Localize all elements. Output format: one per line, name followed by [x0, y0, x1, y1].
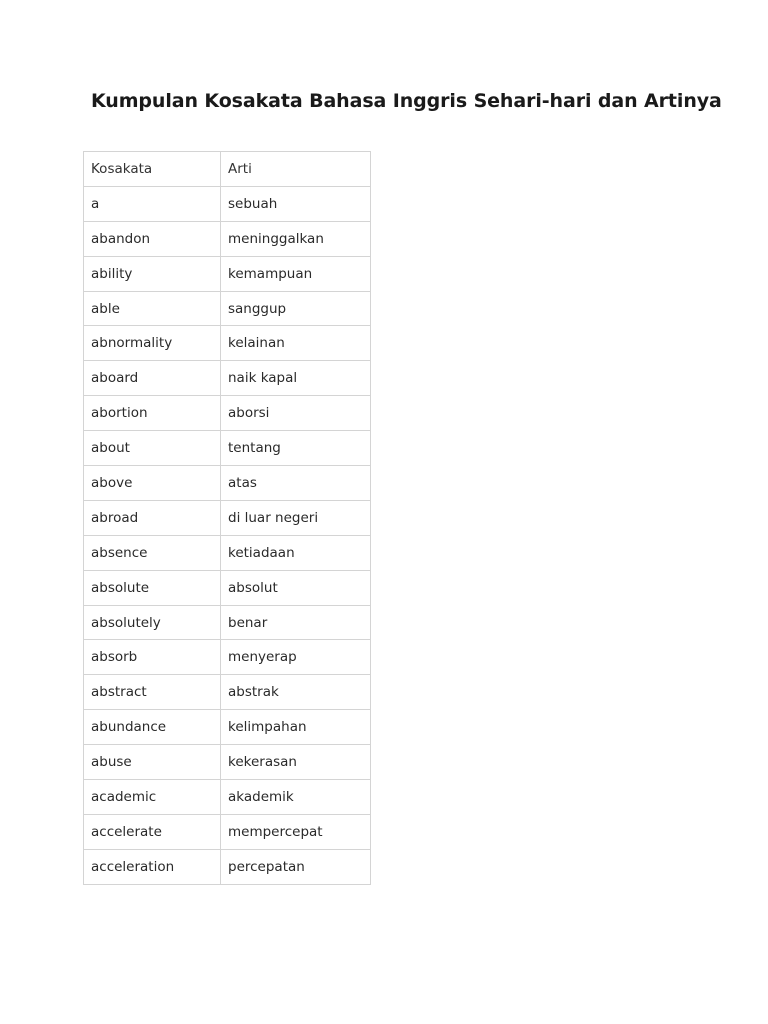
table-row: [84, 745, 371, 780]
table-row: [84, 780, 371, 815]
meaning-cell: kekerasan: [221, 745, 371, 780]
meaning-cell: kelimpahan: [221, 710, 371, 745]
table-row: [84, 500, 371, 535]
word-cell: a: [84, 186, 221, 221]
meaning-cell: percepatan: [221, 849, 371, 884]
meaning-cell: sebuah: [221, 186, 371, 221]
table-row: [84, 675, 371, 710]
table-row: [84, 814, 371, 849]
word-cell: abortion: [84, 396, 221, 431]
meaning-cell: mempercepat: [221, 814, 371, 849]
column-header-arti: Arti: [221, 152, 371, 187]
word-cell: abundance: [84, 710, 221, 745]
vocabulary-table: [83, 151, 371, 885]
table-row: [84, 849, 371, 884]
table-row: [84, 326, 371, 361]
word-cell: abuse: [84, 745, 221, 780]
meaning-cell: benar: [221, 605, 371, 640]
meaning-cell: sanggup: [221, 291, 371, 326]
word-cell: academic: [84, 780, 221, 815]
meaning-cell: aborsi: [221, 396, 371, 431]
table-row: [84, 186, 371, 221]
meaning-cell: tentang: [221, 431, 371, 466]
word-cell: absence: [84, 535, 221, 570]
table-row: [84, 605, 371, 640]
word-cell: abandon: [84, 221, 221, 256]
word-cell: abroad: [84, 500, 221, 535]
table-row: [84, 291, 371, 326]
meaning-cell: ketiadaan: [221, 535, 371, 570]
table-row: [84, 640, 371, 675]
table-row: [84, 535, 371, 570]
word-cell: abnormality: [84, 326, 221, 361]
table-row: [84, 221, 371, 256]
word-cell: aboard: [84, 361, 221, 396]
meaning-cell: kelainan: [221, 326, 371, 361]
table-row: [84, 256, 371, 291]
word-cell: acceleration: [84, 849, 221, 884]
table-row: [84, 361, 371, 396]
meaning-cell: naik kapal: [221, 361, 371, 396]
word-cell: above: [84, 466, 221, 501]
page-title: Kumpulan Kosakata Bahasa Inggris Sehari-hari dan Artinya: [91, 90, 722, 112]
meaning-cell: akademik: [221, 780, 371, 815]
meaning-cell: abstrak: [221, 675, 371, 710]
meaning-cell: kemampuan: [221, 256, 371, 291]
word-cell: able: [84, 291, 221, 326]
word-cell: absolutely: [84, 605, 221, 640]
word-cell: accelerate: [84, 814, 221, 849]
word-cell: absorb: [84, 640, 221, 675]
word-cell: absolute: [84, 570, 221, 605]
table-row: [84, 431, 371, 466]
vocabulary-table-body: [84, 152, 371, 885]
meaning-cell: menyerap: [221, 640, 371, 675]
word-cell: ability: [84, 256, 221, 291]
table-row: [84, 396, 371, 431]
word-cell: abstract: [84, 675, 221, 710]
meaning-cell: di luar negeri: [221, 500, 371, 535]
table-row: [84, 710, 371, 745]
column-header-kosakata: Kosakata: [84, 152, 221, 187]
table-row: [84, 570, 371, 605]
meaning-cell: atas: [221, 466, 371, 501]
meaning-cell: meninggalkan: [221, 221, 371, 256]
table-row: [84, 466, 371, 501]
meaning-cell: absolut: [221, 570, 371, 605]
word-cell: about: [84, 431, 221, 466]
table-header-row: [84, 152, 371, 187]
